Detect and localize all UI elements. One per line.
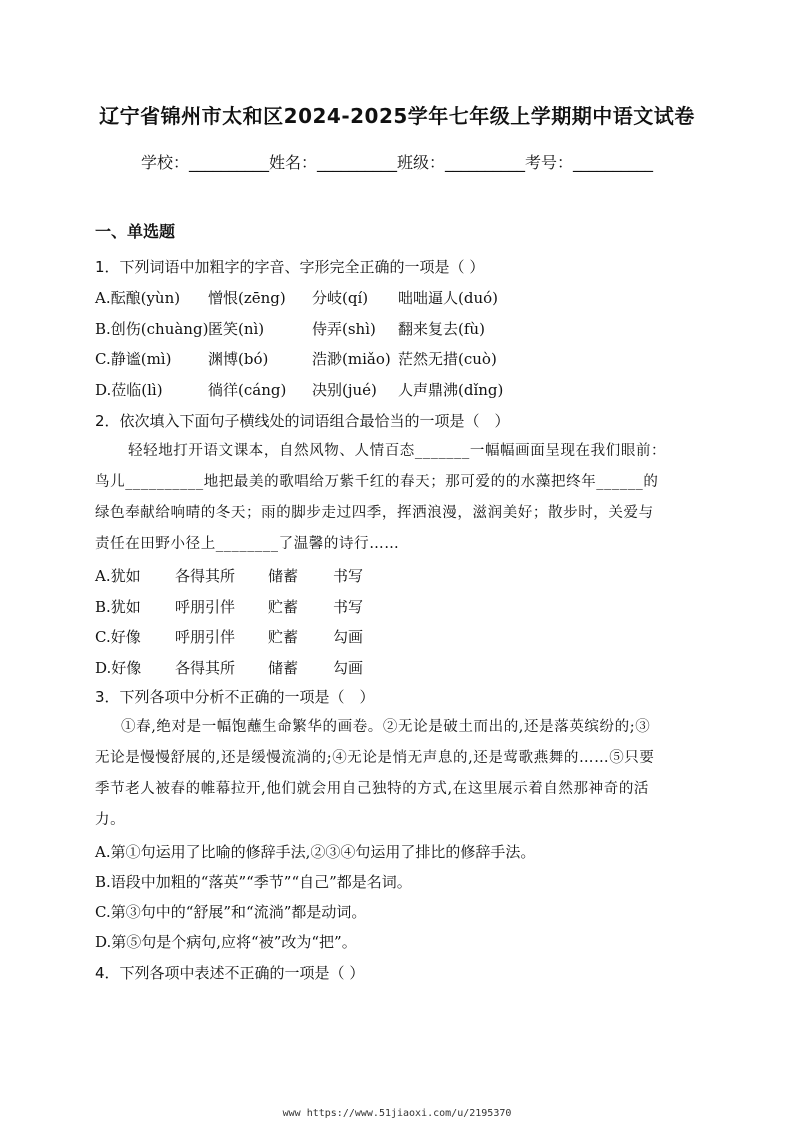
q2-option-b-item: 呼朋引伴 — [175, 597, 236, 616]
q2-option-d-item: 勾画 — [333, 658, 364, 677]
q1-option-b-item: 侍弄(shì) — [312, 319, 376, 338]
q2-option-b-item: 书写 — [333, 597, 364, 616]
q2-option-c-item: 勾画 — [333, 628, 364, 646]
q3-option-d: D.第⑤句是个病句,应将“被”改为“把”。 — [95, 933, 357, 951]
q2-option-c-item: 呼朋引伴 — [175, 628, 236, 646]
q3-passage-line: 无论是慢慢舒展的,还是缓慢流淌的;④无论是悄无声息的,还是莺歌燕舞的……⑤只要 — [95, 750, 655, 766]
q1-stem: 1．下列词语中加粗字的字音、字形完全正确的一项是（ ） — [95, 258, 485, 276]
q1-option-b-item: 翻来复去(fù) — [398, 319, 485, 338]
q2-stem: 2．依次填入下面句子横线处的词语组合最恰当的一项是（ ） — [95, 412, 510, 430]
footer-watermark: www https://www.51jiaoxi.com/u/2195370 — [282, 1108, 512, 1119]
q1-option-d-item: 人声鼎沸(dǐng) — [398, 380, 504, 399]
q3-option-b: B.语段中加粗的“落英”“季节”“自己”都是名词。 — [95, 873, 412, 891]
page-title: 辽宁省锦州市太和区2024-2025学年七年级上学期期中语文试卷 — [99, 104, 695, 128]
q1-option-a-item: 分岐(qí) — [312, 289, 369, 307]
q1-option-c-item: 渊博(bó) — [208, 350, 269, 368]
q1-option-d-item: 决别(jué) — [312, 380, 377, 399]
q2-passage-line: 责任在田野小径上________了温馨的诗行…… — [95, 536, 400, 552]
q2-option-a-item: 各得其所 — [175, 567, 236, 585]
q2-option-c-item: C.好像 — [95, 628, 141, 646]
q1-option-c-item: 茫然无措(cuò) — [398, 350, 497, 368]
q1-option-a-item: 咄咄逼人(duó) — [398, 289, 498, 307]
q2-option-a-item: 储蓄 — [268, 567, 299, 585]
section-heading: 一、单选题 — [95, 222, 176, 241]
q3-passage-line: ①春,绝对是一幅饱蘸生命繁华的画卷。②无论是破土而出的,还是落英缤纷的;③ — [121, 719, 651, 735]
q1-option-d-item: D.莅临(lì) — [95, 380, 163, 399]
q2-option-a-item: 书写 — [333, 567, 364, 585]
q2-option-b-item: 贮蓄 — [268, 597, 299, 616]
q2-option-c-item: 贮蓄 — [268, 628, 299, 646]
q1-option-c-item: 浩渺(miǎo) — [312, 350, 391, 368]
q2-passage-line: 轻轻地打开语文课本，自然风物、人情百态_______一幅幅画面呈现在我们眼前： — [128, 443, 667, 459]
student-info-line: 学校：__________姓名：__________班级：__________考号：__________ — [140, 153, 653, 172]
q1-option-c-item: C.静谧(mì) — [95, 350, 172, 368]
q3-passage — [95, 712, 695, 836]
q3-passage-line: 季节老人被春的帷幕拉开,他们就会用自己独特的方式,在这里展示着自然那神奇的活 — [95, 781, 650, 797]
q3-option-c: C.第③句中的“舒展”和“流淌”都是动词。 — [95, 903, 367, 921]
q3-option-a: A.第①句运用了比喻的修辞手法,②③④句运用了排比的修辞手法。 — [95, 843, 536, 861]
q3-stem: 3．下列各项中分析不正确的一项是（ ） — [95, 688, 375, 706]
q1-option-a-item: A.酝酿(yùn) — [95, 289, 181, 307]
q3-passage-line: 力。 — [95, 812, 126, 828]
q2-option-d-item: 储蓄 — [268, 658, 299, 677]
q2-option-a-item: A.犹如 — [95, 567, 141, 585]
q4-stem: 4．下列各项中表述不正确的一项是（ ） — [95, 964, 365, 982]
q2-passage — [95, 436, 695, 560]
q2-option-b-item: B.犹如 — [95, 597, 141, 616]
q2-passage-line: 鸟儿__________地把最美的歌唱给万紫千红的春天；那可爱的的水藻把终年______的 — [95, 474, 659, 490]
q2-option-d-item: 各得其所 — [175, 658, 236, 677]
q1-option-a-item: 憎恨(zēng) — [208, 289, 286, 307]
q1-option-b-item: 匿笑(nì) — [208, 319, 265, 338]
q1-option-b-item: B.创伤(chuàng) — [95, 319, 209, 338]
q2-option-d-item: D.好像 — [95, 658, 142, 677]
q1-option-d-item: 徜徉(cáng) — [208, 380, 287, 399]
q2-passage-line: 绿色奉献给响晴的冬天；雨的脚步走过四季，挥洒浪漫，滋润美好；散步时，关爱与 — [95, 505, 654, 521]
